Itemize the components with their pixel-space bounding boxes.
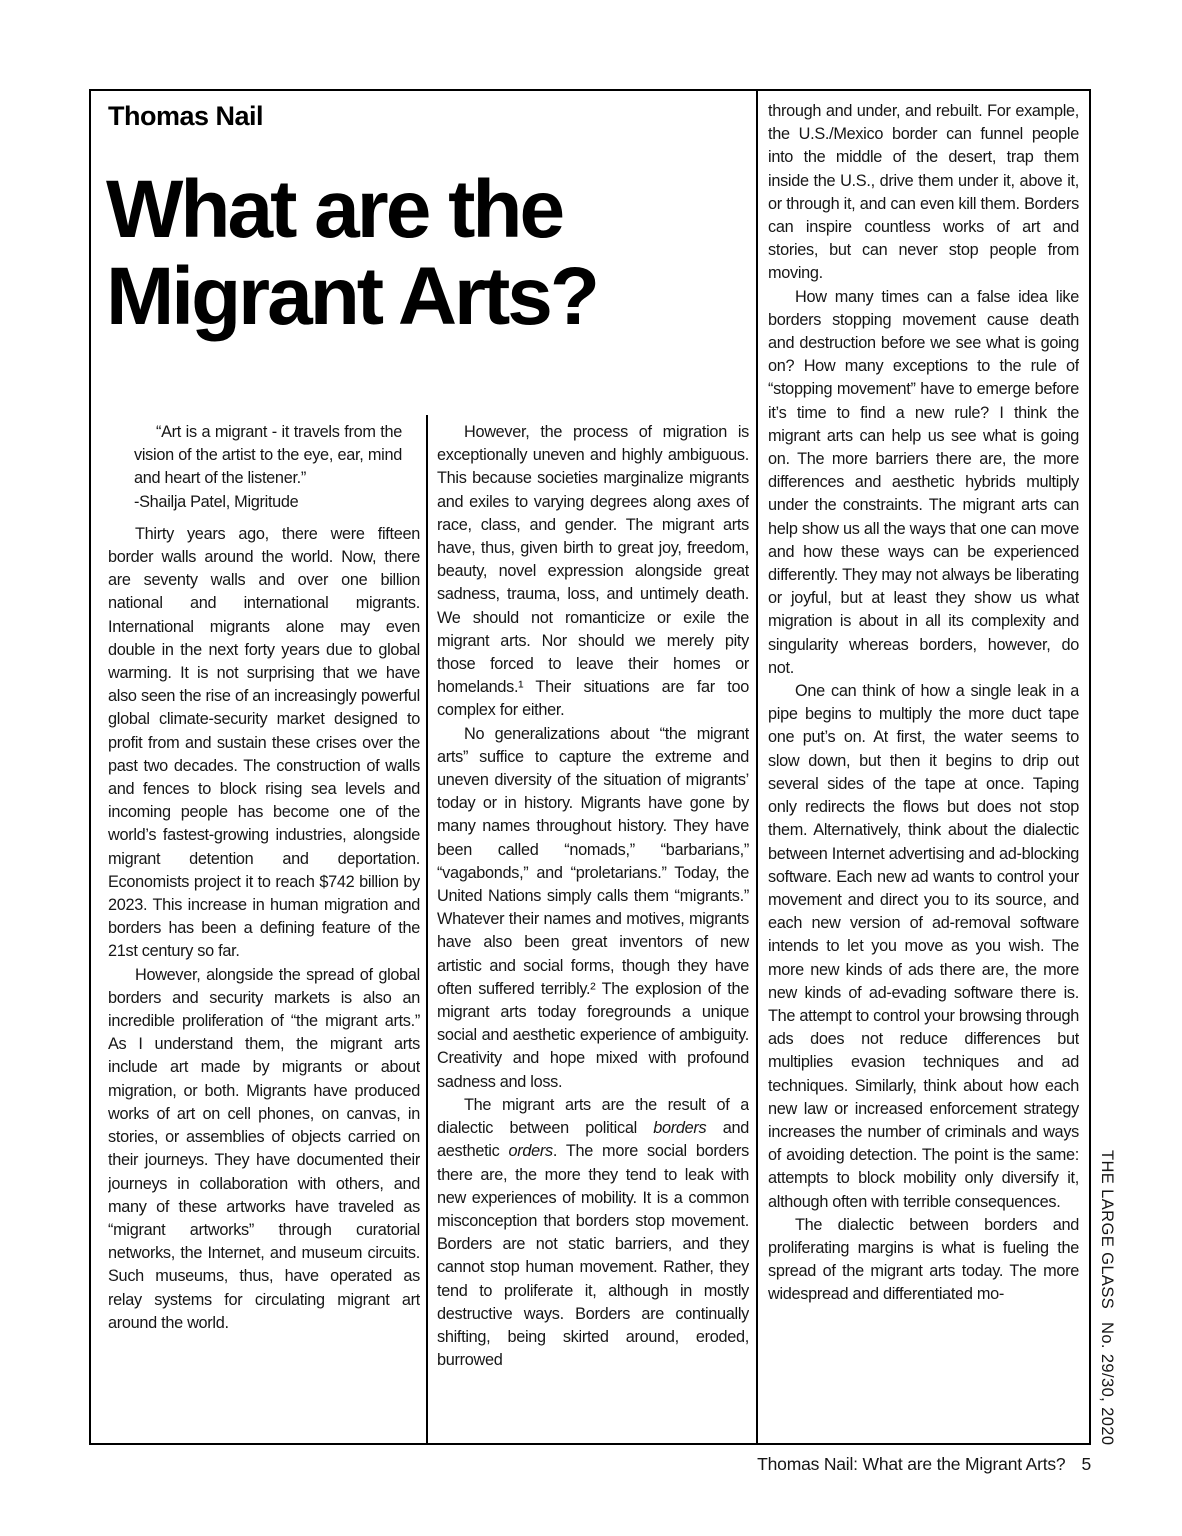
running-title: Thomas Nail: What are the Migrant Arts? (757, 1454, 1066, 1474)
article-title-line1: What are the (106, 164, 563, 255)
column-divider-1 (426, 415, 428, 1443)
body-paragraph: The dialectic between borders and proliferating margins is what is fueling the spread of the migrant arts today. The more widespread and differentiated mo- (768, 1215, 1079, 1304)
article-frame (89, 89, 1091, 1445)
body-paragraph: Thirty years ago, there were fifteen border walls around the world. Now, there are seventy walls and over one billion national and international migrants. International migrants alone may even double in the next forty years due to global warming. It is not surprising that we have also seen the rise of an increasingly powerful global climate-security market designed to profit from and sustain these crises over the past two decades. The construction of walls and fences to block rising sea levels and incoming people has become one of the world’s fastest-growing industries, alongside migrant detention and deportation. Economists project it to reach $742 billion by 2023. This increase in human migration and borders has been a defining feature of the 21st century so far. (108, 524, 420, 961)
article-title (106, 164, 597, 342)
epigraph (134, 421, 402, 514)
body-paragraph: No generalizations about “the migrant arts” suffice to capture the extreme and uneven diversity of the situation of migrants’ today or in history. Migrants have gone by many names throughout history. They have been called “nomads,” “barbarians,” “vagabonds,” and “proletarians.” Today, the United Nations simply calls them “migrants.” Whatever their names and motives, migrants have also been great inventors of new artistic and social forms, though they have often suffered terribly.² The explosion of the migrant arts today foregrounds a unique social and aesthetic experience of ambiguity. Creativity and hope mixed with profound sadness and loss. (437, 724, 749, 1091)
epigraph-quote: “Art is a migrant - it travels from the vision of the artist to the eye, ear, mind and heart of the listener.” (134, 423, 402, 488)
text-column-1 (108, 421, 420, 1439)
body-paragraph: However, the process of migration is exceptionally uneven and highly ambiguous. This because societies marginalize migrants and exiles to varying degrees along axes of race, class, and gender. The migrant arts have, thus, given birth to great joy, freedom, beauty, novel expression alongside great sadness, trauma, loss, and untimely death. We should not romanticize or exile the migrant arts. Nor should we merely pity those forced to leave their homes or homelands.¹ Their situations are far too complex for either. (437, 423, 749, 720)
epigraph-attribution: -Shailja Patel, Migritude (134, 492, 299, 511)
italic-term: borders (653, 1119, 707, 1138)
author-name: Thomas Nail (108, 101, 264, 131)
journal-spine-caption (1097, 1150, 1116, 1445)
journal-issue: No. 29/30, 2020 (1098, 1321, 1116, 1445)
italic-term: orders (508, 1142, 553, 1161)
paragraph-segment: and aesthetic (437, 1119, 749, 1161)
journal-name: THE LARGE GLASS (1098, 1150, 1116, 1310)
body-paragraph: One can think of how a single leak in a pipe begins to multiply the more duct tape one put’s on. At first, the water seems to slow down, but then it begins to drip out several sides of the tape at once. Taping only redirects the flows but does not stop them. Alternatively, think about the dialectic between Internet advertising and ad-blocking software. Each new ad wants to control your movement and direct you to its source, and each new version of ad-removal software intends to let you move as you wish. The more new kinds of ads there are, the more new kinds of ad-evading software there is. The attempt to control your browsing through ads does not reduce differences but multiplies evasion techniques and ad techniques. Similarly, think about how each new law or increased enforcement strategy increases the number of criminals and ways of avoiding detection. The point is the same: attempts to block mobility only diversify it, although often with terrible consequences. (768, 682, 1079, 1211)
body-paragraph-continuation: through and under, and rebuilt. For example, the U.S./Mexico border can funnel people into the middle of the desert, trap them inside the U.S., drive them under it, above it, or through it, and can even kill them. Borders can inspire countless works of art and stories, but can never stop people from moving. (768, 102, 1079, 283)
paragraph-segment: The migrant arts are the result of a dialectic between political (437, 1095, 749, 1138)
column-divider-2 (756, 91, 758, 1443)
text-column-2 (437, 421, 749, 1439)
body-paragraph: However, alongside the spread of global borders and security markets is also an incredible proliferation of “the migrant arts.” As I understand them, the migrant arts include art made by migrants or about migration, or both. Migrants have produced works of art on cell phones, on canvas, in stories, or assemblies of objects carried on their journeys. They have documented their journeys in collaboration with others, and many of these artworks have traveled as “migrant artworks” through curatorial networks, the Internet, and museum circuits. Such museums, thus, have operated as relay systems for circulating migrant art around the world. (108, 965, 420, 1332)
body-paragraph (437, 1094, 749, 1372)
article-title-line2: Migrant Arts? (106, 250, 597, 342)
page-number: 5 (1081, 1454, 1091, 1474)
page-footer (89, 1454, 1091, 1475)
paragraph-segment: . The more social borders there are, the more they tend to leak with new experiences of mobility. It is a common misconception that borders stop movement. Borders are not static barriers, and they cannot stop human movement. Rather, they tend to proliferate it, although in mostly destructive ways. Borders are continually shifting, being skirted around, eroded, burrowed (437, 1142, 749, 1370)
body-paragraph: How many times can a false idea like borders stopping movement cause death and destruction before we see what is going on? How many exceptions to the rule of “stopping movement” have to emerge before it’s time to find a new rule? I think the migrant arts can help us see what is going on. The more barriers there are, the more differences and aesthetic hybrids multiply under the constraints. The migrant arts can help show us all the ways that one can move and how these ways can be experienced differently. They may not always be liberating or joyful, but at least they show us what migration is about in all its complexity and singularity whereas borders, however, do not. (768, 287, 1079, 677)
text-column-3 (768, 100, 1079, 1439)
